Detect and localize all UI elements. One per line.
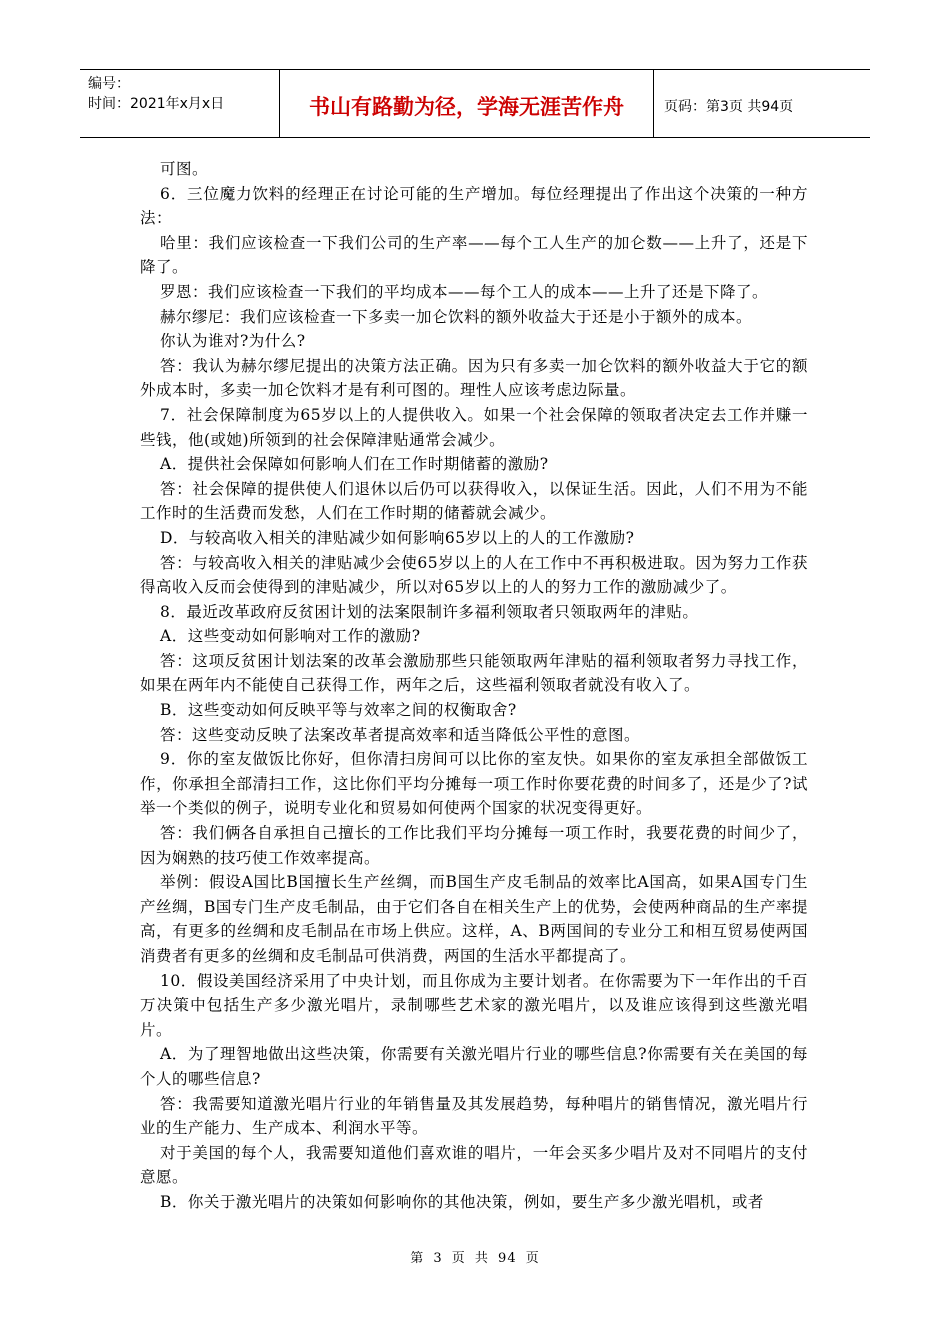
header-motto: 书山有路勤为径，学海无涯苦作舟: [280, 70, 654, 137]
paragraph: 答：社会保障的提供使人们退休以后仍可以获得收入，以保证生活。因此，人们不用为不能工作时的生活费而发愁，人们在工作时期的储蓄就会减少。: [140, 479, 808, 523]
header-page-info: 页码：第3页 共94页: [664, 98, 794, 115]
paragraph: 答：这项反贫困计划法案的改革会激励那些只能领取两年津贴的福利领取者努力寻找工作，如果在两年内不能使自己获得工作，两年之后，这些福利领取者就没有收入了。: [140, 651, 808, 695]
header-number-label: 编号：: [88, 76, 130, 92]
header-meta: [80, 70, 280, 137]
page-footer: 第 3 页 共 94 页: [410, 1251, 540, 1266]
paragraph: 举例：假设A国比B国擅长生产丝绸，而B国生产皮毛制品的效率比A国高，如果A国专门生产丝绸，B国专门生产皮毛制品，由于它们各自在相关生产上的优势，会使两种商品的生产率提高，有更多的丝绸和皮毛制品在市场上供应。这样，A、B两国间的专业分工和相互贸易使两国消费者有更多的丝绸和皮毛制品可供消费，两国的生活水平都提高了。: [140, 873, 808, 965]
paragraph: D．与较高收入相关的津贴减少如何影响65岁以上的人的工作激励?: [160, 528, 635, 547]
paragraph: 你认为谁对?为什么?: [160, 332, 306, 351]
paragraph: 哈里：我们应该检查一下我们公司的生产率——每个工人生产的加仑数——上升了，还是下降了。: [140, 233, 808, 277]
paragraph: 答：这些变动反映了法案改革者提高效率和适当降低公平性的意图。: [160, 725, 641, 744]
paragraph: 罗恩：我们应该检查一下我们的平均成本——每个工人的成本——上升了还是下降了。: [160, 282, 769, 301]
paragraph: 赫尔缪尼：我们应该检查一下多卖一加仑饮料的额外收益大于还是小于额外的成本。: [160, 307, 753, 326]
paragraph: 答：我们俩各自承担自己擅长的工作比我们平均分摊每一项工作时，我要花费的时间少了，因为娴熟的技巧使工作效率提高。: [140, 824, 808, 867]
paragraph: 对于美国的每个人，我需要知道他们喜欢谁的唱片，一年会买多少唱片及对不同唱片的支付意愿。: [140, 1143, 808, 1187]
page-header: [80, 69, 870, 138]
paragraph: 8．最近改革政府反贫困计划的法案限制许多福利领取者只领取两年的津贴。: [160, 602, 699, 621]
paragraph: A．提供社会保障如何影响人们在工作时期储蓄的激励?: [160, 455, 549, 474]
paragraph: 答：与较高收入相关的津贴减少会使65岁以上的人在工作中不再积极进取。因为努力工作获得高收入反而会使得到的津贴减少，所以对65岁以上的人的努力工作的激励减少了。: [140, 553, 808, 597]
paragraph: 10．假设美国经济采用了中央计划，而且你成为主要计划者。在你需要为下一年作出的千百万决策中包括生产多少激光唱片，录制哪些艺术家的激光唱片，以及谁应该得到这些激光唱片。: [140, 971, 808, 1039]
paragraph: A．为了理智地做出这些决策，你需要有关激光唱片行业的哪些信息?你需要有关在美国的每个人的哪些信息?: [140, 1045, 808, 1088]
paragraph: A．这些变动如何影响对工作的激励?: [160, 627, 421, 646]
paragraph: 可图。: [160, 160, 209, 178]
paragraph: B．你关于激光唱片的决策如何影响你的其他决策，例如，要生产多少激光唱机，或者: [160, 1192, 764, 1211]
header-time-label: 时间：2021年x月x日: [88, 96, 225, 112]
paragraph: 9．你的室友做饭比你好，但你清扫房间可以比你的室友快。如果你的室友承担全部做饭工作，你承担全部清扫工作，这比你们平均分摊每一项工作时你要花费的时间多了，还是少了?试举一个类似的例子，说明专业化和贸易如何使两个国家的状况变得更好。: [140, 750, 808, 818]
paragraph: 6．三位魔力饮料的经理正在讨论可能的生产增加。每位经理提出了作出这个决策的一种方法：: [140, 184, 808, 228]
paragraph: 答：我认为赫尔缪尼提出的决策方法正确。因为只有多卖一加仑饮料的额外收益大于它的额外成本时，多卖一加仑饮料才是有利可图的。理性人应该考虑边际量。: [140, 356, 808, 400]
paragraph: 答：我需要知道激光唱片行业的年销售量及其发展趋势，每种唱片的销售情况，激光唱片行业的生产能力、生产成本、利润水平等。: [140, 1094, 808, 1138]
paragraph: 7．社会保障制度为65岁以上的人提供收入。如果一个社会保障的领取者决定去工作并赚一些钱，他(或她)所领到的社会保障津贴通常会减少。: [140, 405, 808, 449]
paragraph: B．这些变动如何反映平等与效率之间的权衡取舍?: [160, 701, 517, 720]
document-body: [140, 157, 808, 1215]
